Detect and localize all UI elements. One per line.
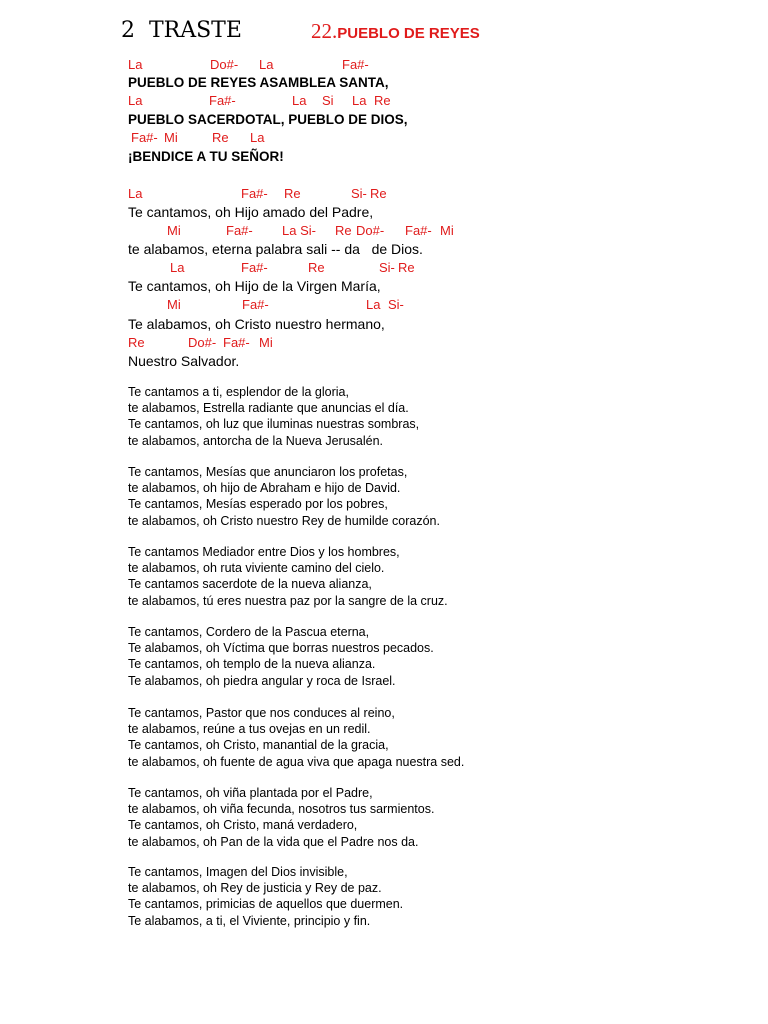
stanza-line: Te cantamos, Mesías que anunciaron los profetas, — [128, 465, 408, 479]
chord: Fa#- — [226, 223, 253, 238]
stanza-line: te alabamos, tú eres nuestra paz por la sangre de la cruz. — [128, 593, 448, 608]
stanza-line: Te cantamos, Pastor que nos conduces al reino, — [128, 706, 395, 720]
chord: Mi — [164, 130, 178, 145]
chord: Do#- — [188, 335, 217, 350]
verse-line: Te alabamos, oh Cristo nuestro hermano, — [128, 316, 385, 332]
chord: Re — [370, 186, 387, 201]
chorus-line: ¡BENDICE A TU SEÑOR! — [128, 149, 284, 164]
chord: La — [250, 130, 265, 145]
stanza-line: te alabamos, antorcha de la Nueva Jerusalén. — [128, 433, 384, 448]
stanza-line: Te cantamos, primicias de aquellos que duermen. — [128, 897, 404, 912]
chord: Fa#- — [241, 186, 268, 201]
chord-line — [0, 260, 768, 279]
stanza-line: te alabamos, oh Pan de la vida que el Padre nos da. — [128, 834, 419, 849]
stanza — [128, 624, 728, 689]
stanza-line: Te alabamos, a ti, el Viviente, principio y fin. — [128, 913, 371, 928]
chord: Mi — [167, 223, 181, 238]
chord: Fa#- — [405, 223, 432, 238]
chord: Re — [374, 93, 391, 108]
verse-line: te alabamos, eterna palabra sali -- da de Dios. — [128, 241, 423, 257]
stanza-line: Te cantamos a ti, esplendor de la gloria, — [128, 385, 349, 399]
stanza-line: Te cantamos, oh luz que iluminas nuestras sombras, — [128, 417, 420, 432]
song-title: PUEBLO DE REYES — [337, 25, 480, 42]
chorus-line: PUEBLO SACERDOTAL, PUEBLO DE DIOS, — [128, 112, 408, 127]
stanza-line: Te cantamos, oh Cristo, maná verdadero, — [128, 818, 358, 833]
stanza-line: te alabamos, oh ruta viviente camino del cielo. — [128, 561, 385, 576]
chord: Si- — [388, 297, 404, 312]
chord: La — [259, 57, 274, 72]
chord: Fa#- — [242, 297, 269, 312]
chord-line — [0, 130, 768, 149]
stanza-line: Te cantamos, Mesías esperado por los pobres, — [128, 497, 388, 512]
chord: Si- — [379, 260, 395, 275]
chord: Fa#- — [241, 260, 268, 275]
chord-line — [0, 297, 768, 316]
chord: Fa#- — [223, 335, 250, 350]
chord: La — [128, 186, 143, 201]
stanza-line: Te alabamos, oh Víctima que borras nuestros pecados. — [128, 641, 434, 656]
chord: Fa#- — [209, 93, 236, 108]
chord: Mi — [167, 297, 181, 312]
chord: La — [292, 93, 307, 108]
stanza — [128, 464, 728, 529]
stanza — [128, 864, 728, 929]
stanza-line: te alabamos, Estrella radiante que anuncias el día. — [128, 401, 409, 416]
stanza — [128, 785, 728, 850]
stanza-line: te alabamos, oh fuente de agua viva que apaga nuestra sed. — [128, 754, 465, 769]
verse-line: Nuestro Salvador. — [128, 353, 240, 369]
chord: Mi — [440, 223, 454, 238]
stanza-line: te alabamos, reúne a tus ovejas en un redil. — [128, 722, 371, 737]
stanza-line: te alabamos, oh hijo de Abraham e hijo de David. — [128, 481, 401, 496]
stanza — [128, 705, 728, 770]
stanza-line: Te cantamos Mediador entre Dios y los hombres, — [128, 545, 400, 559]
chord-line — [0, 186, 768, 205]
chord: Mi — [259, 335, 273, 350]
chord: Do#- — [356, 223, 385, 238]
song-number: 22. — [311, 19, 338, 43]
chord-line — [0, 93, 768, 112]
stanza-line: Te alabamos, oh piedra angular y roca de Israel. — [128, 673, 396, 688]
chord: Re — [335, 223, 352, 238]
chord: La — [366, 297, 381, 312]
chord: Re — [128, 335, 145, 350]
stanza-line: te alabamos, oh viña fecunda, nosotros tus sarmientos. — [128, 802, 435, 817]
chorus-line: PUEBLO DE REYES ASAMBLEA SANTA, — [128, 75, 389, 90]
chord-line — [0, 57, 768, 76]
chord: La — [352, 93, 367, 108]
chord: Re — [308, 260, 325, 275]
chord: Re — [212, 130, 229, 145]
chord: Fa#- — [342, 57, 369, 72]
stanza — [128, 384, 728, 449]
verse-line: Te cantamos, oh Hijo de la Virgen María, — [128, 278, 381, 294]
chord: Re — [284, 186, 301, 201]
chord: Si- — [351, 186, 367, 201]
stanza-line: Te cantamos, Cordero de la Pascua eterna, — [128, 625, 370, 639]
chord-line — [0, 335, 768, 354]
stanza-line: Te cantamos, Imagen del Dios invisible, — [128, 865, 348, 879]
chord: Fa#- — [131, 130, 158, 145]
chord: La Si- — [282, 223, 316, 238]
capo-label: 2 TRASTE — [121, 18, 242, 43]
stanza-line: Te cantamos, oh templo de la nueva alianza. — [128, 657, 376, 672]
stanza — [128, 544, 728, 609]
chord: La — [170, 260, 185, 275]
chord: La — [128, 57, 143, 72]
stanza-line: te alabamos, oh Cristo nuestro Rey de humilde corazón. — [128, 513, 440, 528]
stanza-line: Te cantamos, oh viña plantada por el Padre, — [128, 786, 373, 800]
stanza-line: Te cantamos sacerdote de la nueva alianza, — [128, 577, 372, 592]
stanza-line: te alabamos, oh Rey de justicia y Rey de paz. — [128, 881, 382, 896]
chord: La — [128, 93, 143, 108]
song-heading — [311, 19, 480, 44]
verse-line: Te cantamos, oh Hijo amado del Padre, — [128, 204, 374, 220]
chord: Do#- — [210, 57, 239, 72]
stanza-line: Te cantamos, oh Cristo, manantial de la gracia, — [128, 738, 389, 753]
chord-line — [0, 223, 768, 242]
chord: Si — [322, 93, 334, 108]
chord: Re — [398, 260, 415, 275]
